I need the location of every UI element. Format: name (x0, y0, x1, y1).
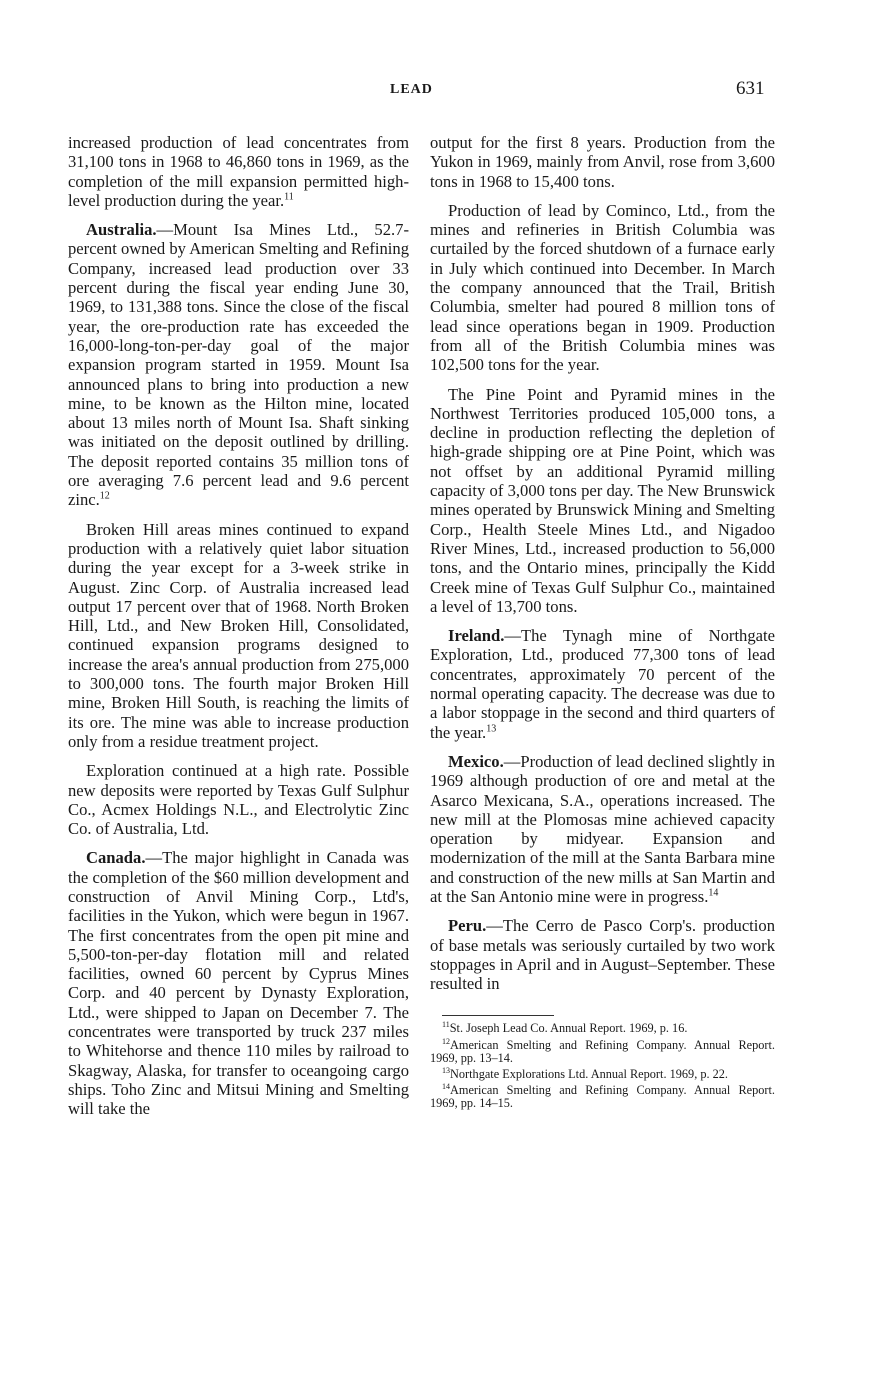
section-lead-australia: Australia. (86, 220, 157, 240)
paragraph-pine-point: The Pine Point and Pyramid mines in the Northwest Territories produced 105,000 tons, a decline in production reflecting the depletion of high-grade shipping ore at Pine Point, which was not offset by an additional Pyramid milling capacity of 3,000 tons per day. The New Brunswick mines operated by Brunswick Mining and Smelting Corp., Health Steele Mines Ltd., and Nigadoo River Mines, Ltd., increased production to 56,000 tons, and the Ontario mines, principally the Kidd Creek mine of Texas Gulf Sulphur Co., maintained a level of 13,700 tons. (430, 384, 775, 616)
footnote: $^{11}$St. Joseph Lead Co. Annual Report. 1969, p. 16. (442, 1020, 688, 1036)
paragraph-ireland: Ireland.—The Tynagh mine of Northgate Exploration, Ltd., produced 77,300 tons of lead concentrates, approximately 70 percent of the normal operating capacity. The decrease was due to a labor stoppage in the second and third quarters of the year.$^{13}$ (430, 626, 775, 742)
paragraph-exploration: Exploration continued at a high rate. Possible new deposits were reported by Texas Gulf Sulphur Co., Acmex Holdings N.L., and Electrolytic Zinc Co. of Australia, Ltd. (68, 761, 409, 839)
page-number: 631 (736, 78, 765, 99)
footnote: $^{12}$American Smelting and Refining Company. Annual Report. 1969, pp. 13–14. (430, 1036, 775, 1065)
paragraph-canada: Canada.—The major highlight in Canada was the completion of the $60 million development and construction of Anvil Mining Corp., Ltd's, facilities in the Yukon, which were begun in 1967. The first concentrates from the open pit mine and 5,500-ton-per-day flotation mill and related facilities, owned 60 percent by Cyprus Mines Corp. and 40 percent by Dynasty Exploration, Ltd., were shipped to Japan on December 7. The concentrates were transported by truck 237 miles to Whitehorse and thence 110 miles by railroad to Skagway, Alaska, for transfer to oceangoing cargo ships. Toho Zinc and Mitsui Mining and Smelting will take the (68, 848, 409, 1119)
section-lead-canada: Canada. (86, 848, 146, 868)
paragraph-yukon: output for the first 8 years. Production from the Yukon in 1969, mainly from Anvil, rose from 3,600 tons in 1968 to 15,400 tons. (430, 133, 775, 191)
section-lead-peru: Peru. (448, 916, 487, 936)
paragraph-cominco: Production of lead by Cominco, Ltd., from the mines and refineries in British Columbia was curtailed by the forced shutdown of a furnace early in July which continued into December. In March the company announced that the Trail, British Columbia, smelter had poured 8 million tons of lead since operations began in 1909. Production from all of the British Columbia mines was 102,500 tons for the year. (430, 200, 775, 375)
right-column (430, 133, 775, 1114)
paragraph-peru: Peru.—The Cerro de Pasco Corp's. production of base metals was seriously curtailed by two work stoppages in April and in August–September. These resulted in (430, 916, 775, 994)
footnote-ref-14: 14 (708, 887, 719, 899)
footnotes (430, 1022, 775, 1110)
left-column (68, 133, 409, 1129)
footnote: $^{14}$American Smelting and Refining Company. Annual Report. 1969, pp. 14–15. (430, 1082, 775, 1111)
section-lead-ireland: Ireland. (448, 626, 505, 646)
running-title: LEAD (390, 82, 433, 97)
footnote-divider (442, 1015, 554, 1016)
footnote-ref-12: 12 (99, 490, 110, 502)
footnote-ref-13: 13 (486, 723, 497, 735)
paragraph-mill-expansion: increased production of lead concentrates from 31,100 tons in 1968 to 46,860 tons in 1969, as the completion of the mill expansion permitted high-level production during the year.$^{11}$ (68, 133, 409, 210)
section-lead-mexico: Mexico. (448, 751, 504, 771)
paragraph-australia: Australia.—Mount Isa Mines Ltd., 52.7-percent owned by American Smelting and Refining Company, increased lead production over 33 percent during the fiscal year ending June 30, 1969, to 131,388 tons. Since the close of the fiscal year, the ore-production rate has exceeded the 16,000-long-ton-per-day goal of the major expansion program started in 1959. Mount Isa announced plans to bring into production a new mine, to be known as the Hilton mine, located about 13 miles north of Mount Isa. Shaft sinking was initiated on the deposit outlined by drilling. The deposit reported contains 35 million tons of ore averaging 7.6 percent lead and 9.6 percent zinc.$^{12}$ (68, 220, 410, 510)
paragraph-mexico: Mexico.—Production of lead declined slightly in 1969 although production of ore and metal at the Asarco Mexicana, S.A., operations increased. The new mill at the Plomosas mine achieved capacity operation by midyear. Expansion and modernization of the mill at the Santa Barbara mine and construction of the new mills at San Martin and at the San Antonio mine were in progress.$^{14}$ (430, 751, 775, 906)
footnote: $^{13}$Northgate Explorations Ltd. Annual Report. 1969, p. 22. (442, 1065, 729, 1082)
page-header (0, 80, 878, 104)
footnote-ref-11: 11 (284, 191, 294, 203)
paragraph-broken-hill: Broken Hill areas mines continued to expand production with a relatively quiet labor situation during the year except for a 3-week strike in August. Zinc Corp. of Australia increased lead output 17 percent over that of 1968. North Broken Hill, Ltd., and New Broken Hill, Consolidated, continued expansion programs designed to increase the area's annual production from 275,000 to 300,000 tons. The fourth major Broken Hill mine, Broken Hill South, is reaching the limits of its ore. The mine was able to increase production only from a residue treatment project. (68, 519, 409, 751)
